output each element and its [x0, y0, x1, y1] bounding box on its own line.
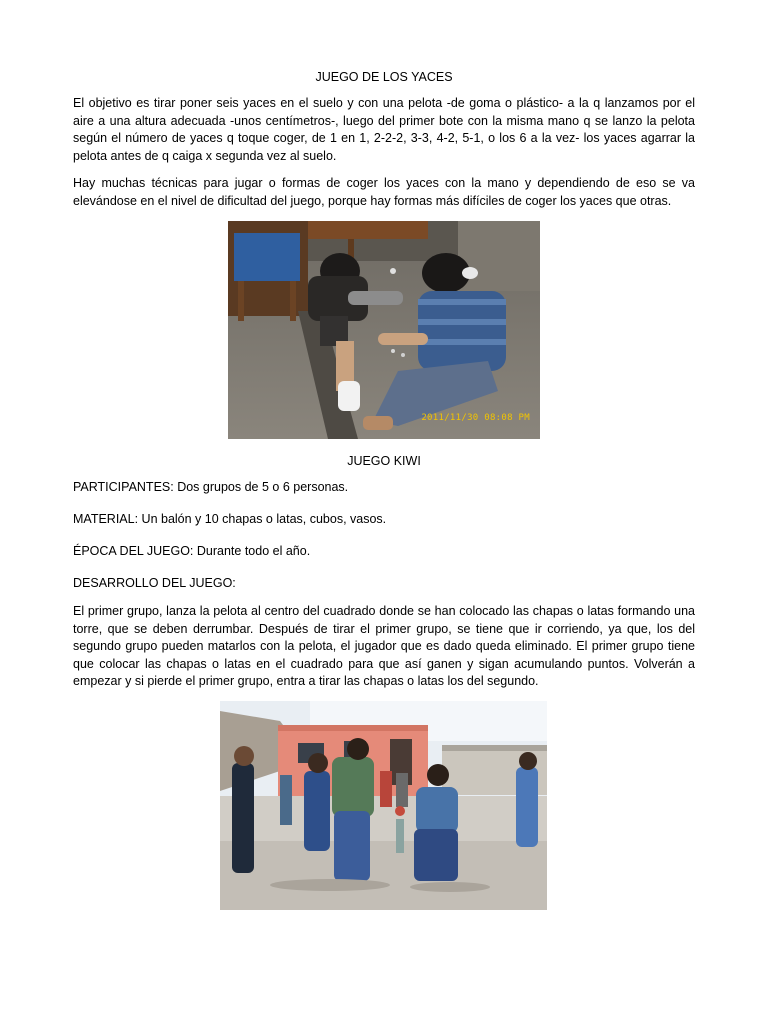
development-paragraph: El primer grupo, lanza la pelota al centro del cuadrado donde se han colocado las chapas o latas formando una torre, que se deben derrumbar. Después de tirar el primer grupo, se tiene que ir corriendo, ya que, los del segundo grupo pueden matarlos con la pelota, el jugador que es dado queda eliminado. El primer grupo tiene que colocar las chapas o latas en el cuadrado para que así ganen y sigan acumulando puntos. Volverán a empezar y si pierde el primer grupo, entra a tirar las chapas o latas los del segundo.: [73, 604, 695, 688]
photo-timestamp: 2011/11/30 08:08 PM: [421, 413, 530, 423]
epoch-label: ÉPOCA DEL JUEGO:: [73, 544, 194, 558]
yaces-game-photo: [228, 221, 540, 439]
participants-label: PARTICIPANTES:: [73, 480, 174, 494]
material-value: Un balón y 10 chapas o latas, cubos, vasos.: [141, 512, 387, 526]
yaces-techniques-paragraph: Hay muchas técnicas para jugar o formas de coger los yaces con la mano y dependiendo de eso se va elevándose en el nivel de dificultad del juego, porque hay formas más difíciles de coger los yaces que otras.: [73, 176, 695, 208]
kiwi-game-photo: [220, 701, 547, 910]
participants-value: Dos grupos de 5 o 6 personas.: [177, 480, 349, 494]
section-title-yaces: JUEGO DE LOS YACES: [315, 70, 453, 84]
participants-line: [73, 479, 695, 497]
yaces-game-photo-drawing: [228, 221, 540, 439]
material-line: [73, 511, 695, 529]
kiwi-game-photo-drawing: [220, 701, 547, 910]
material-label: MATERIAL:: [73, 512, 139, 526]
epoch-value: Durante todo el año.: [196, 544, 311, 558]
development-label: DESARROLLO DEL JUEGO:: [73, 576, 236, 590]
yaces-objective-paragraph: El objetivo es tirar poner seis yaces en el suelo y con una pelota -de goma o plástico- a la q lanzamos por el aire a una altura adecuada -unos centímetros-, luego del primer bote con la misma mano q se lanzo la pelota según el número de yaces q toque coger, de 1 en 1, 2-2-2, 3-3, 4-2, 5-1, o los 6 a la vez- los yaces agarrar la pelota antes de q caiga x segunda vez al suelo.: [73, 96, 695, 163]
epoch-line: [73, 543, 695, 561]
section-title-kiwi: JUEGO KIWI: [347, 454, 421, 468]
